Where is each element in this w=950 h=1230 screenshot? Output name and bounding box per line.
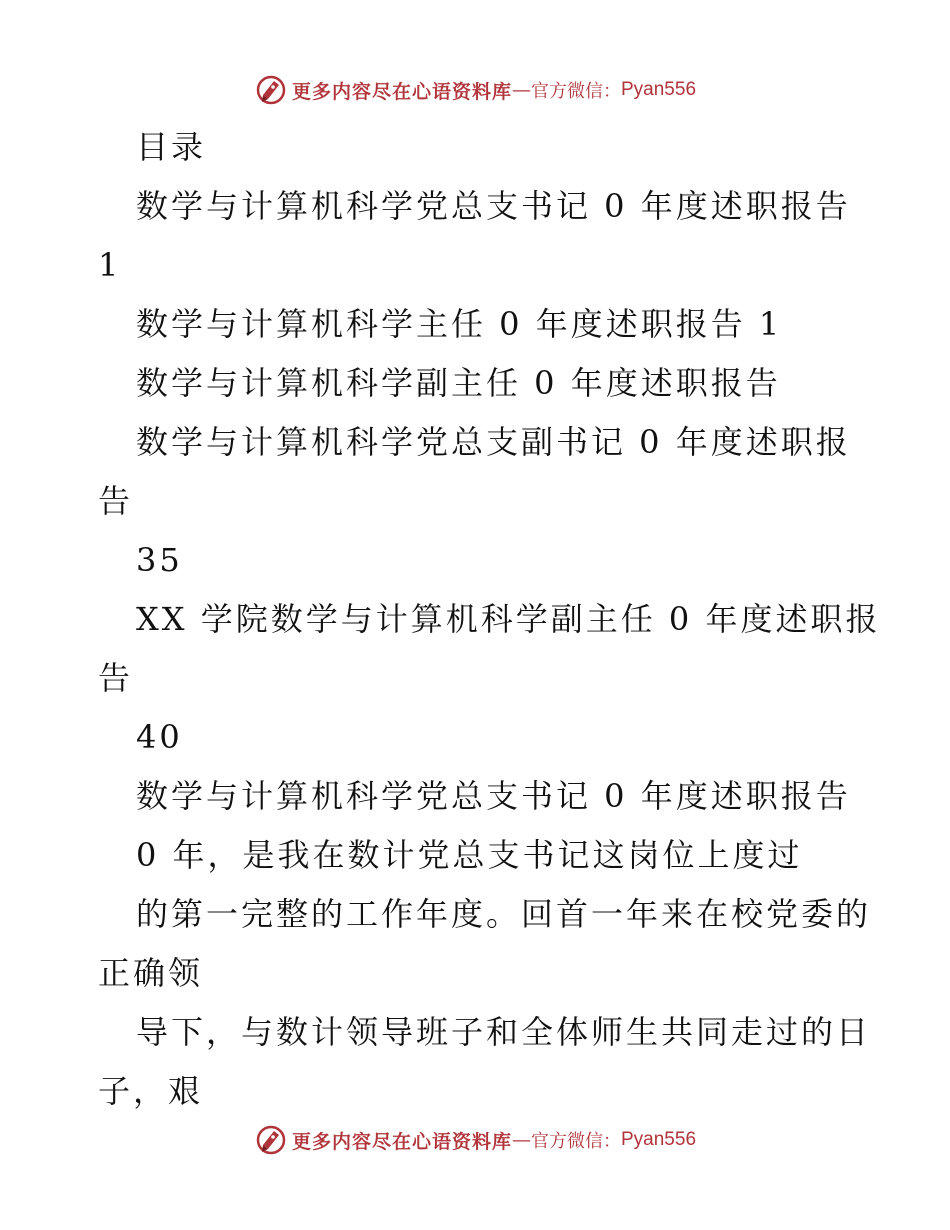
body-text-line: 导下，与数计领导班子和全体师生共同走过的日 (136, 1013, 872, 1051)
body-text-line: 0 年，是我在数计党总支书记这岗位上度过 (136, 836, 803, 874)
toc-page-number: 35 (136, 541, 183, 579)
banner-dash: — (512, 79, 531, 101)
body-text-line: 正确领 (98, 954, 204, 992)
toc-entry: XX 学院数学与计算机科学副主任 0 年度述职报 (136, 600, 881, 638)
document-body (98, 118, 881, 1121)
toc-heading: 目录 (136, 128, 207, 166)
toc-page-number: 1 (98, 246, 122, 284)
section-title: 数学与计算机科学党总支书记 0 年度述职报告 (136, 777, 851, 815)
header-banner (0, 70, 950, 110)
banner-brand-text: 更多内容尽在心语资料库 (291, 80, 512, 103)
body-text-line: 子，艰 (98, 1072, 204, 1110)
body-text-line: 的第一完整的工作年度。回首一年来在校党委的 (136, 895, 872, 933)
toc-entry: 数学与计算机科学党总支副书记 0 年度述职报 (136, 423, 851, 461)
footer-banner (0, 1120, 950, 1160)
banner-dash: — (512, 1129, 531, 1151)
pen-nib-logo-icon (254, 1123, 288, 1157)
toc-entry: 数学与计算机科学副主任 0 年度述职报告 (136, 364, 781, 402)
banner-wechat-label: 官方微信： (531, 81, 621, 102)
banner-wechat-label: 官方微信： (531, 1131, 621, 1152)
banner-wechat-id: Pyan556 (621, 1129, 697, 1150)
toc-entry: 数学与计算机科学主任 0 年度述职报告 1 (136, 305, 783, 343)
toc-entry-continuation: 告 (98, 482, 134, 520)
banner-wechat-id: Pyan556 (621, 79, 697, 100)
banner-brand-text: 更多内容尽在心语资料库 (291, 1130, 512, 1153)
toc-entry-continuation: 告 (98, 659, 134, 697)
pen-nib-logo-icon (254, 73, 288, 107)
toc-page-number: 40 (136, 718, 183, 756)
toc-entry: 数学与计算机科学党总支书记 0 年度述职报告 (136, 187, 851, 225)
